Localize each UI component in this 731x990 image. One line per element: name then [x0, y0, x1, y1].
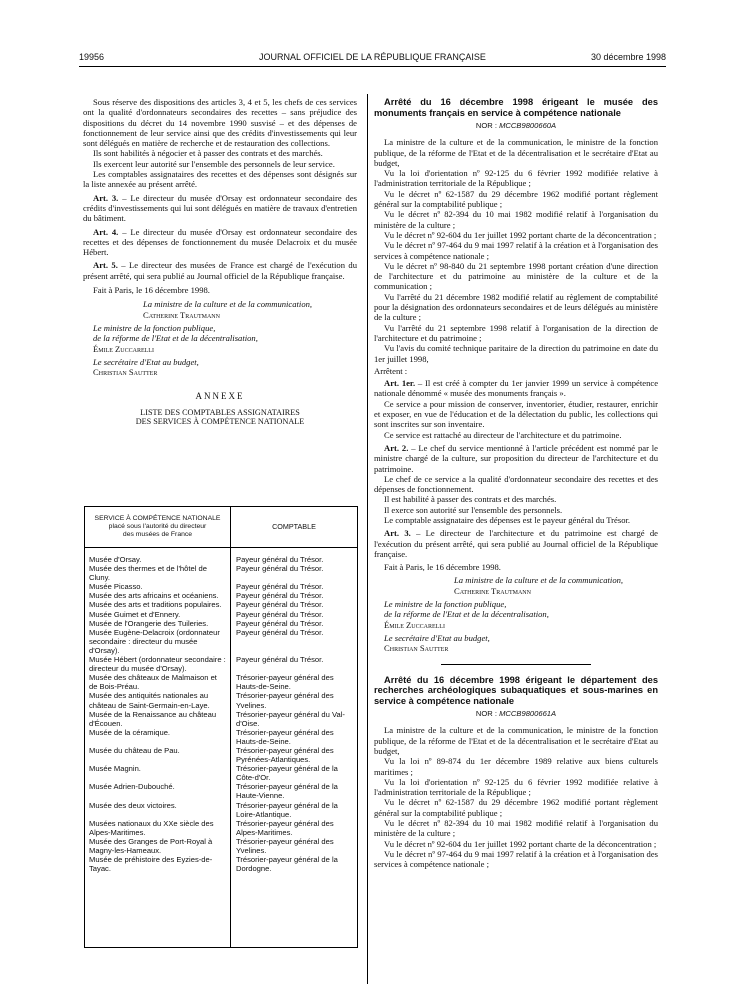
article-label: Art. 3. — [93, 192, 119, 203]
left-column — [83, 97, 357, 427]
visa-paragraph: Vu la loi nº 89-874 du 1er décembre 1989 relative aux biens culturels maritimes ; — [374, 756, 658, 777]
table-row — [85, 600, 357, 609]
header-rule — [79, 66, 666, 67]
signature-name: Émile Zuccarelli — [384, 619, 445, 630]
visa-paragraph: Vu le décret nº 97-464 du 9 mai 1997 relatif à la création et à l'organisation des services à compétence nationale ; — [374, 848, 658, 870]
paragraph: Les comptables assignataires des recettes et des dépenses sont désignés sur la liste annexée au présent arrêté. — [83, 169, 357, 190]
annexe-heading: ANNEXE — [195, 391, 245, 402]
paragraph: Le chef de ce service a la qualité d'ordonnateur secondaire des recettes et des dépenses de fonctionnement. — [374, 473, 658, 495]
column-header-comptable: COMPTABLE — [272, 522, 316, 532]
table-row — [85, 673, 357, 691]
article-text: – Il est créé à compter du 1er janvier 1999 un service à compétence nationale dénommé « musée des monuments français ». — [374, 378, 659, 399]
visa-paragraph: Vu le décret nº 82-394 du 10 mai 1982 modifié relatif à l'organisation du ministère de la culture ; — [374, 818, 658, 839]
liste-heading-line: DES SERVICES À COMPÉTENCE NATIONALE — [135, 417, 305, 427]
table-row — [85, 582, 357, 591]
table-row — [85, 691, 357, 709]
visa-paragraph: Vu le décret nº 97-464 du 9 mai 1997 relatif à la création et à l'organisation des services à compétence nationale ; — [374, 240, 658, 261]
article-3 — [83, 193, 357, 224]
article-1 — [374, 378, 658, 399]
paragraph: Il exerce son autorité sur l'ensemble des personnels. — [384, 504, 563, 515]
visa-paragraph: Vu l'arrêté du 21 septembre 1998 relatif à l'organisation de la direction de l'architecture et du patrimoine ; — [374, 322, 658, 343]
comptable-cell: Payeur général du Trésor. — [236, 609, 324, 619]
arrete-title: Arrêté du 16 décembre 1998 érigeant le département des recherches archéologiques subaquatiques et sous-marines en service à compétence nationale — [374, 674, 658, 706]
header-line: des musées de France — [122, 530, 193, 538]
table-row — [85, 610, 357, 619]
table-row — [85, 655, 357, 673]
visa-paragraph: Vu le décret nº 82-394 du 10 mai 1982 modifié relatif à l'organisation du ministère de la culture ; — [374, 209, 658, 230]
signature-role: de la réforme de l'Etat et de la décentralisation, — [384, 609, 549, 620]
comptable-cell: Payeur général du Trésor. — [236, 564, 324, 574]
service-cell: Musée des châteaux de Malmaison et de Bois-Préau. — [89, 673, 217, 692]
arrete-title: Arrêté du 16 décembre 1998 érigeant le musée des monuments français en service à compétence nationale — [374, 97, 658, 118]
header-line: placé sous l'autorité du directeur — [108, 523, 207, 531]
service-cell: Musée Hébert (ordonnateur secondaire : directeur du musée d'Orsay). — [89, 655, 226, 674]
service-cell: Musée des Granges de Port-Royal à Magny-les-Hameaux. — [89, 836, 213, 855]
comptable-cell: Trésorier-payeur général des Alpes-Maritimes. — [236, 818, 334, 837]
service-cell: Musée du château de Pau. — [89, 745, 180, 755]
visas-block — [374, 137, 658, 364]
article-text: – Le directeur du musée d'Orsay est ordonnateur secondaire des crédits d'investissements qui lui sont délégués en matière de travaux d'entretien du bâtiment. — [83, 192, 358, 224]
article-text: – Le directeur de l'architecture et du patrimoine est chargé de l'exécution du présent arrêté, qui sera publié au Journal officiel de la République française. — [374, 528, 658, 559]
article-2 — [374, 443, 658, 474]
nor-reference — [374, 121, 658, 131]
visa-paragraph: Vu le décret nº 92-604 du 1er juillet 1992 portant charte de la déconcentration ; — [384, 838, 657, 849]
table-row — [85, 782, 357, 800]
comptable-cell: Trésorier-payeur général des Pyrénées-Atlantiques. — [236, 745, 334, 765]
service-cell: Musée Adrien-Dubouché. — [89, 782, 175, 792]
comptable-cell: Trésorier-payeur général du Val-d'Oise. — [236, 709, 345, 728]
table-row — [85, 801, 357, 819]
article-text: – Le directeur du musée d'Orsay est ordonnateur secondaire des recettes et des dépenses de fonctionnement du musée Delacroix et du musée Hébert. — [83, 226, 358, 258]
table-row — [85, 591, 357, 600]
liste-heading-line: LISTE DES COMPTABLES ASSIGNATAIRES — [140, 407, 300, 417]
comptable-cell: Trésorier-payeur général des Hauts-de-Seine. — [236, 727, 334, 746]
article-label: Art. 2. — [384, 442, 409, 453]
service-cell: Musées nationaux du XXe siècle des Alpes-Maritimes. — [89, 818, 214, 837]
table-row — [85, 855, 357, 873]
comptable-cell: Payeur général du Trésor. — [236, 600, 324, 610]
comptable-cell: Payeur général du Trésor. — [236, 555, 324, 564]
header-line: SERVICE À COMPÉTENCE NATIONALE — [94, 515, 221, 523]
paragraph: Ils sont habilités à négocier et à passer des contrats et des marchés. — [93, 148, 323, 159]
nor-label: NOR : — [475, 121, 500, 130]
nor-code: MCCB9800660A — [499, 121, 557, 130]
visa-paragraph: Vu le décret nº 92-604 du 1er juillet 1992 portant charte de la déconcentration ; — [384, 229, 657, 240]
table-header — [85, 507, 357, 548]
comptable-cell: Trésorier-payeur général des Yvelines. — [236, 836, 334, 855]
table-row — [85, 564, 357, 582]
signature-role: Le ministre de la fonction publique, — [384, 599, 507, 610]
comptable-cell: Payeur général du Trésor. — [236, 591, 324, 601]
signature-name: Catherine Trautmann — [143, 309, 220, 320]
service-cell: Musée de la céramique. — [89, 727, 171, 737]
table-row — [85, 819, 357, 837]
nor-code: MCCB9800661A — [499, 709, 557, 719]
signature-name: Christian Sautter — [384, 643, 449, 654]
comptable-cell: Trésorier-payeur général de la Côte-d'Or. — [236, 764, 338, 783]
article-5 — [83, 260, 357, 281]
issue-date: 30 décembre 1998 — [590, 52, 666, 62]
table-body — [85, 555, 357, 873]
service-cell: Musée des arts africains et océaniens. — [89, 591, 219, 601]
service-cell: Musée Picasso. — [89, 582, 143, 592]
page-header — [79, 52, 666, 64]
article-label: Art. 1er. — [384, 378, 416, 389]
signature-role: de la réforme de l'Etat et de la décentralisation, — [93, 333, 258, 344]
signature-role: La ministre de la culture et de la communication, — [143, 299, 313, 310]
comptable-cell: Payeur général du Trésor. — [236, 582, 324, 592]
article-text: – Le chef du service mentionné à l'article précédent est nommé par le ministre chargé de la culture, sur proposition du directeur de l'architecture et du patrimoine. — [374, 442, 658, 474]
paragraph: Ce service a pour mission de conserver, inventorier, étudier, restaurer, enrichir et exposer, en vue de l'éducation et de la délectation du public, les collections qui sont inscrites sur son inventaire. — [374, 398, 658, 430]
visa-paragraph: La ministre de la culture et de la communication, le ministre de la fonction publique, de la réforme de l'Etat et de la décentralisation et le secrétaire d'Etat au budget, — [374, 725, 658, 756]
arretent: Arrêtent : — [374, 365, 408, 376]
visa-paragraph: Vu l'avis du comité technique paritaire de la direction du patrimoine en date du 1er juillet 1998, — [374, 343, 658, 364]
signature-role: Le secrétaire d'Etat au budget, — [384, 632, 490, 643]
service-cell: Musée de préhistoire des Eyzies-de-Tayac. — [89, 855, 213, 874]
separator-rule — [441, 664, 591, 665]
service-cell: Musée de l'Orangerie des Tuileries. — [89, 618, 209, 628]
service-cell: Musée Guimet et d'Ennery. — [89, 609, 181, 619]
visas-block — [374, 725, 658, 869]
fait-a-paris: Fait à Paris, le 16 décembre 1998. — [93, 285, 210, 296]
paragraph: Ce service est rattaché au directeur de l'architecture et du patrimoine. — [384, 429, 622, 440]
table-row — [85, 555, 357, 564]
comptable-cell: Trésorier-payeur général de la Dordogne. — [236, 855, 338, 874]
comptable-cell: Trésorier-payeur général de la Haute-Vienne. — [236, 782, 338, 801]
nor-label: NOR : — [475, 709, 500, 719]
service-cell: Musée des antiquités nationales au château de Saint-Germain-en-Laye. — [89, 691, 210, 710]
table-row — [85, 628, 357, 655]
article-4 — [83, 227, 357, 258]
service-cell: Musée de la Renaissance au château d'Écouen. — [89, 709, 217, 728]
article-label: Art. 5. — [93, 260, 118, 271]
signature-role: Le secrétaire d'Etat au budget, — [93, 356, 199, 367]
nor-reference — [374, 709, 658, 719]
fait-a-paris: Fait à Paris, le 16 décembre 1998. — [384, 562, 501, 573]
service-cell: Musée des deux victoires. — [89, 800, 177, 810]
paragraph: Le comptable assignataire des dépenses est le payeur général du Trésor. — [384, 514, 631, 525]
visa-paragraph: Vu l'arrêté du 21 décembre 1982 modifié relatif au règlement de comptabilité pour la désignation des ordonnateurs secondaires et de leurs délégués au ministère de la culture ; — [374, 291, 658, 323]
visa-paragraph: Vu la loi d'orientation nº 92-125 du 6 février 1992 modifiée relative à l'administration territoriale de la République ; — [374, 168, 658, 189]
signature-name: Catherine Trautmann — [454, 585, 531, 596]
service-cell: Musée Magnin. — [89, 764, 141, 774]
comptable-cell: Payeur général du Trésor. — [236, 618, 324, 628]
visa-paragraph: La ministre de la culture et de la communication, le ministre de la fonction publique, de la réforme de l'Etat et de la décentralisation et le secrétaire d'Etat au budget, — [374, 137, 658, 168]
table-row — [85, 728, 357, 746]
table-row — [85, 746, 357, 764]
signature-name: Émile Zuccarelli — [93, 343, 154, 354]
table-row — [85, 764, 357, 782]
right-column — [374, 97, 658, 870]
signature-role: Le ministre de la fonction publique, — [93, 322, 216, 333]
comptables-table — [84, 506, 358, 948]
paragraph: Ils exercent leur autorité sur l'ensemble des personnels de leur service. — [93, 158, 335, 169]
service-cell: Musée Eugène-Delacroix (ordonnateur secondaire : directeur du musée d'Orsay). — [89, 627, 220, 655]
signature-name: Christian Sautter — [93, 367, 158, 378]
column-divider — [367, 94, 368, 984]
comptable-cell: Payeur général du Trésor. — [236, 655, 324, 665]
table-row — [85, 619, 357, 628]
comptable-cell: Trésorier-payeur général des Hauts-de-Seine. — [236, 673, 334, 692]
paragraph: Il est habilité à passer des contrats et des marchés. — [384, 494, 557, 505]
service-cell: Musée des thermes et de l'hôtel de Cluny. — [89, 564, 207, 583]
visa-paragraph: Vu le décret nº 62-1587 du 29 décembre 1962 modifié portant règlement général sur la comptabilité publique ; — [374, 797, 658, 818]
signature-role: La ministre de la culture et de la communication, — [454, 575, 624, 586]
journal-title: JOURNAL OFFICIEL DE LA RÉPUBLIQUE FRANÇAISE — [259, 52, 486, 62]
visa-paragraph: Vu le décret nº 98-840 du 21 septembre 1998 portant création d'une direction de l'architecture et du patrimoine au ministère de la culture et de la communication ; — [374, 260, 658, 292]
column-header-service — [85, 507, 231, 547]
article-label: Art. 4. — [93, 226, 119, 237]
paragraph: Sous réserve des dispositions des articles 3, 4 et 5, les chefs de ces services ont la qualité d'ordonnateurs secondaires des recettes – sans préjudice des dispositions du décret du 14 novembre 1990 susvisé – et des dépenses de fonctionnement de leur service ainsi que des crédits d'investissements qui leur sont délégués en matière de recherche et de restauration des collections. — [83, 97, 357, 149]
article-text: – Le directeur des musées de France est chargé de l'exécution du présent arrêté, qui sera publié au Journal officiel de la République française. — [83, 260, 358, 281]
visa-paragraph: Vu le décret nº 62-1587 du 29 décembre 1962 modifié portant règlement général sur la comptabilité publique ; — [374, 188, 658, 210]
article-3 — [374, 528, 658, 559]
comptable-cell: Trésorier-payeur général de la Loire-Atlantique. — [236, 800, 338, 819]
visa-paragraph: Vu la loi d'orientation nº 92-125 du 6 février 1992 modifiée relative à l'administration territoriale de la République ; — [374, 776, 658, 798]
service-cell: Musée des arts et traditions populaires. — [89, 600, 222, 610]
service-cell: Musée d'Orsay. — [89, 555, 142, 564]
comptable-cell: Trésorier-payeur général des Yvelines. — [236, 691, 334, 710]
page-number: 19956 — [79, 52, 105, 62]
table-row — [85, 710, 357, 728]
table-row — [85, 837, 357, 855]
comptable-cell: Payeur général du Trésor. — [236, 627, 324, 637]
article-label: Art. 3. — [384, 528, 411, 539]
